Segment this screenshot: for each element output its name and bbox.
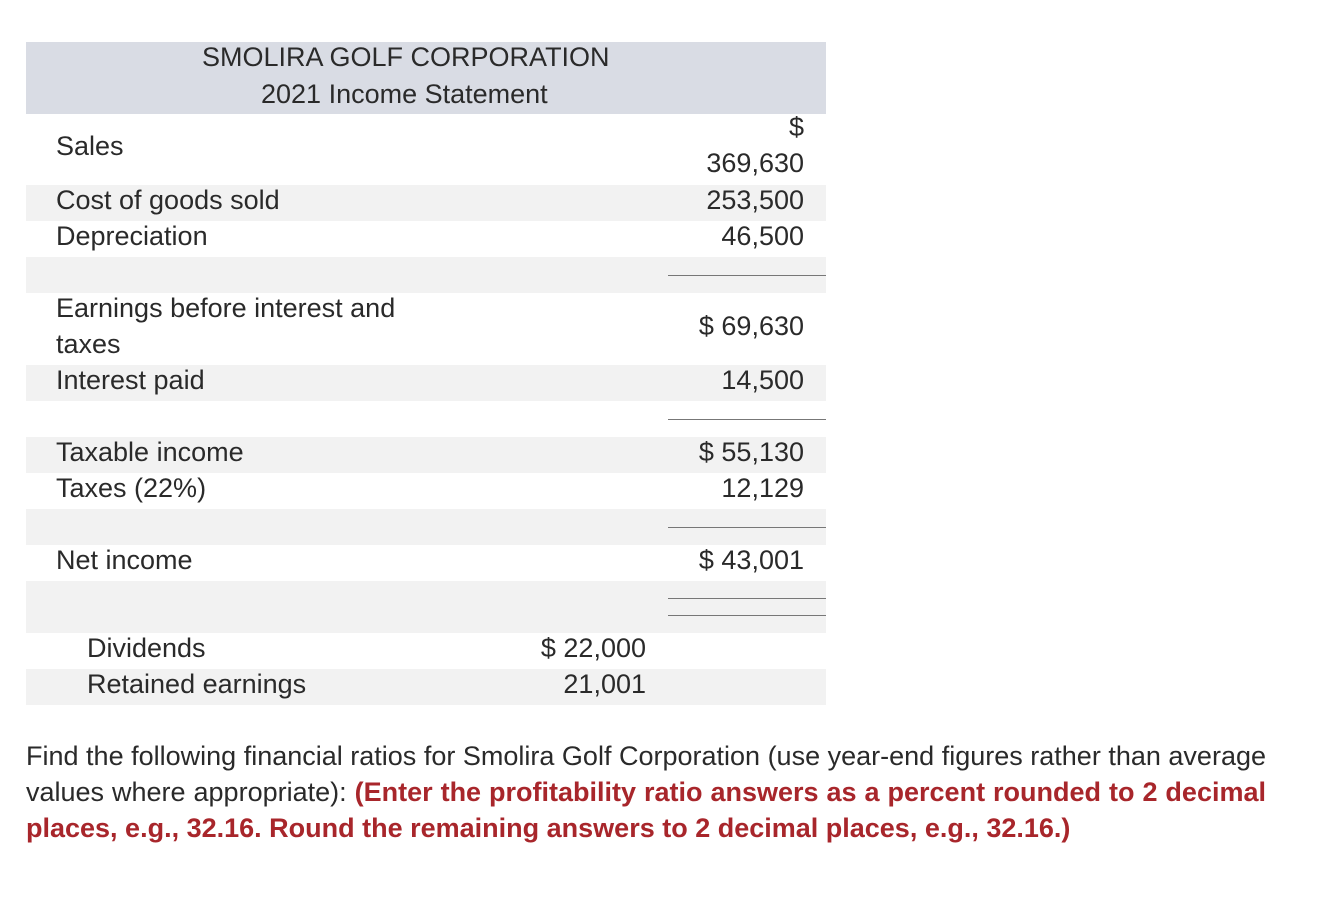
instructions-plain: Find the following financial ratios for Smolira Golf Corporation (use year-end figures rather than average values where appropriate): (26, 741, 1266, 807)
dividends-value: $ 22,000 (540, 633, 646, 663)
double-rule-bottom (668, 615, 826, 616)
instructions-emphasis: (Enter the profitability ratio answers as a percent rounded to 2 decimal places, e.g., 32.16. Round the remaining answers to 2 decimal places, e.g., 32.16.) (26, 777, 1266, 843)
taxable-income-value: $ 55,130 (698, 437, 804, 467)
company-name: SMOLIRA GOLF CORPORATION (202, 42, 610, 72)
ebit-label-line1: Earnings before interest and (56, 293, 396, 323)
statement-header (26, 42, 826, 114)
subtotal-rule (668, 275, 826, 276)
retained-earnings-value: 21,001 (563, 669, 646, 699)
sales-currency: $ (788, 112, 804, 142)
taxable-income-label: Taxable income (56, 437, 244, 467)
depreciation-value: 46,500 (721, 221, 804, 251)
statement-title: 2021 Income Statement (261, 79, 548, 109)
net-income-label: Net income (56, 545, 193, 575)
instructions-paragraph (26, 738, 1266, 846)
subtotal-rule (668, 419, 826, 420)
depreciation-label: Depreciation (56, 221, 208, 251)
subtotal-rule (668, 527, 826, 528)
cogs-value: 253,500 (706, 185, 804, 215)
ebit-value: $ 69,630 (698, 311, 804, 341)
taxes-value: 12,129 (721, 473, 804, 503)
sales-value: 369,630 (706, 148, 804, 178)
net-income-value: $ 43,001 (698, 545, 804, 575)
interest-label: Interest paid (56, 365, 205, 395)
double-rule-top (668, 598, 826, 599)
taxes-label: Taxes (22%) (56, 473, 207, 503)
ebit-label-line2: taxes (56, 329, 121, 359)
interest-value: 14,500 (721, 365, 804, 395)
dividends-label: Dividends (87, 633, 206, 663)
row-band (26, 581, 826, 633)
sales-label: Sales (56, 131, 124, 161)
retained-earnings-label: Retained earnings (87, 669, 307, 699)
cogs-label: Cost of goods sold (56, 185, 280, 215)
